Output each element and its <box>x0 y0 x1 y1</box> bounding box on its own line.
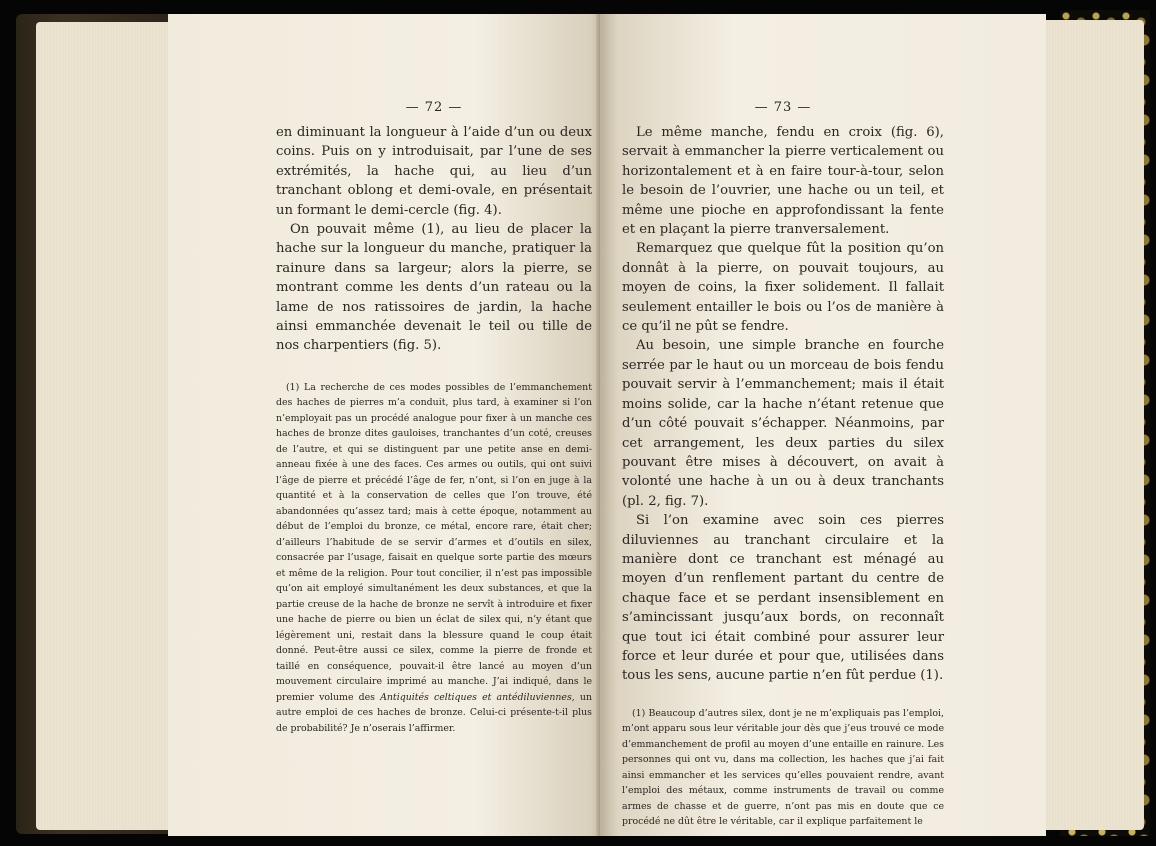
right-page-content <box>622 100 944 830</box>
right-page <box>600 14 1046 836</box>
page-edges-right <box>1044 20 1144 830</box>
footnote <box>622 706 944 830</box>
footnote-text: (1) Beaucoup d’autres silex, dont je ne m’expliquais pas l’emploi, m’ont apparu sous leur véritable jour dès que j’eus trouvé ce mode d’emmanchement de profil au moyen d’une entaille en rainure. Les personnes qui ont vu, dans ma collection, les haches que j’ai fait ainsi emmancher et les services qu’elles pouvaient rendre, avant l’emploi des métaux, comme instruments de travail ou comme armes de chasse et de guerre, n’ont pas mis en doute que ce procédé ne dût être le véritable, car il explique parfaitement le <box>622 707 944 828</box>
paragraph: Au besoin, une simple branche en fourche serrée par le haut ou un morceau de bois fendu pouvait servir à l’emmanchement; mais il était moins solide, car la hache n’étant retenue que d’un côté pouvait s’échapper. Néanmoins, par cet arrangement, les deux parties du silex pouvant être mises à découvert, on avait à volonté une hache à un ou à deux tranchants (pl. 2, fig. 7). <box>622 338 944 509</box>
footnote <box>276 380 592 737</box>
paragraph: Remarquez que quelque fût la position qu’on donnât à la pierre, on pouvait toujours, au moyen de coins, la fixer solidement. Il fallait seulement entailler le bois ou l’os de manière à ce qu’il ne pût se fendre. <box>622 241 944 335</box>
body-text <box>276 123 592 356</box>
paragraph: On pouvait même (1), au lieu de placer la hache sur la longueur du manche, pratiquer la rainure dans sa largeur; alors la pierre, se montrant comme les dents d’un rateau ou la lame de nos ratissoires de jardin, la hache ainsi emmanchée devenait le teil ou tille de nos charpentiers (fig. 5). <box>276 222 592 354</box>
paragraph: Si l’on examine avec soin ces pierres diluviennes au tranchant circulaire et la manière dont ce tranchant est ménagé au moyen d’un renflement partant du centre de chaque face et se perdant insensiblement en s’amincissant jusqu’aux bords, on reconnaît que tout ici était combiné pour assurer leur force et leur durée et pour que, utilisées dans tous les sens, aucune partie n’en fût perdue (1). <box>622 513 944 684</box>
footnote-book-title: Antiquités celtiques et antédiluviennes <box>380 691 572 703</box>
left-page <box>168 14 608 836</box>
body-text <box>622 123 944 686</box>
paragraph: en diminuant la longueur à l’aide d’un ou deux coins. Puis on y introduisait, par l’une de ses extrémités, la hache qui, au lieu d’un tranchant oblong et demi-ovale, en présentait un formant le demi-cercle (fig. 4). <box>276 125 592 218</box>
page-number: — 72 — <box>405 100 463 115</box>
left-page-content <box>276 100 592 736</box>
footnote-text: , un autre emploi de ces haches de bronze. Celui-ci présente-t-il plus de probabilité? Je n’oserais l’affirmer. <box>276 691 592 734</box>
paragraph: Le même manche, fendu en croix (fig. 6), servait à emmancher la pierre verticalement ou horizontalement et à en faire tour-à-tour, selon le besoin de l’ouvrier, une hache ou un teil, et même une pioche en approfondissant la fente et en plaçant la pierre tranversalement. <box>622 125 944 238</box>
page-number: — 73 — <box>754 100 812 115</box>
footnote-text: (1) La recherche de ces modes possibles de l’emmanchement des haches de pierres m’a conduit, plus tard, à examiner si l’on n’employait pas un procédé analogue pour fixer à un manche ces haches de bronze dites gauloises, tranchantes d’un coté, creuses de l’autre, et qui se distinguent par une petite anse en demi-anneau fixée à une des faces. Ces armes ou outils, qui ont suivi l’âge de pierre et précédé l’âge de fer, n’ont, si l’on en juge à la quantité et à la conservation de celles que l’on trouve, été abandonnées qu’assez tard; mais à cette époque, notamment au début de l’emploi du bronze, ce métal, encore rare, était cher; d’ailleurs l’habitude de se servir d’armes et d’outils en silex, consacrée par l’usage, faisait en quelque sorte partie des mœurs et même de la religion. Pour tout concilier, il n’est pas impossible qu’on ait employé simultanément les deux substances, et que la partie creuse de la hache de bronze ne servît à introduire et fixer une hache de pierre ou bien un éclat de silex qui, n’y étant que légèrement uni, restait dans la blessure quand le coup était donné. Peut-être aussi ce silex, comme la pierre de fronde et taillé en conséquence, pouvait-il être lancé au moyen d’un mouvement circulaire imprimé au manche. J’ai indiqué, dans le premier volume des <box>276 381 592 703</box>
page-edges-left <box>36 22 176 830</box>
